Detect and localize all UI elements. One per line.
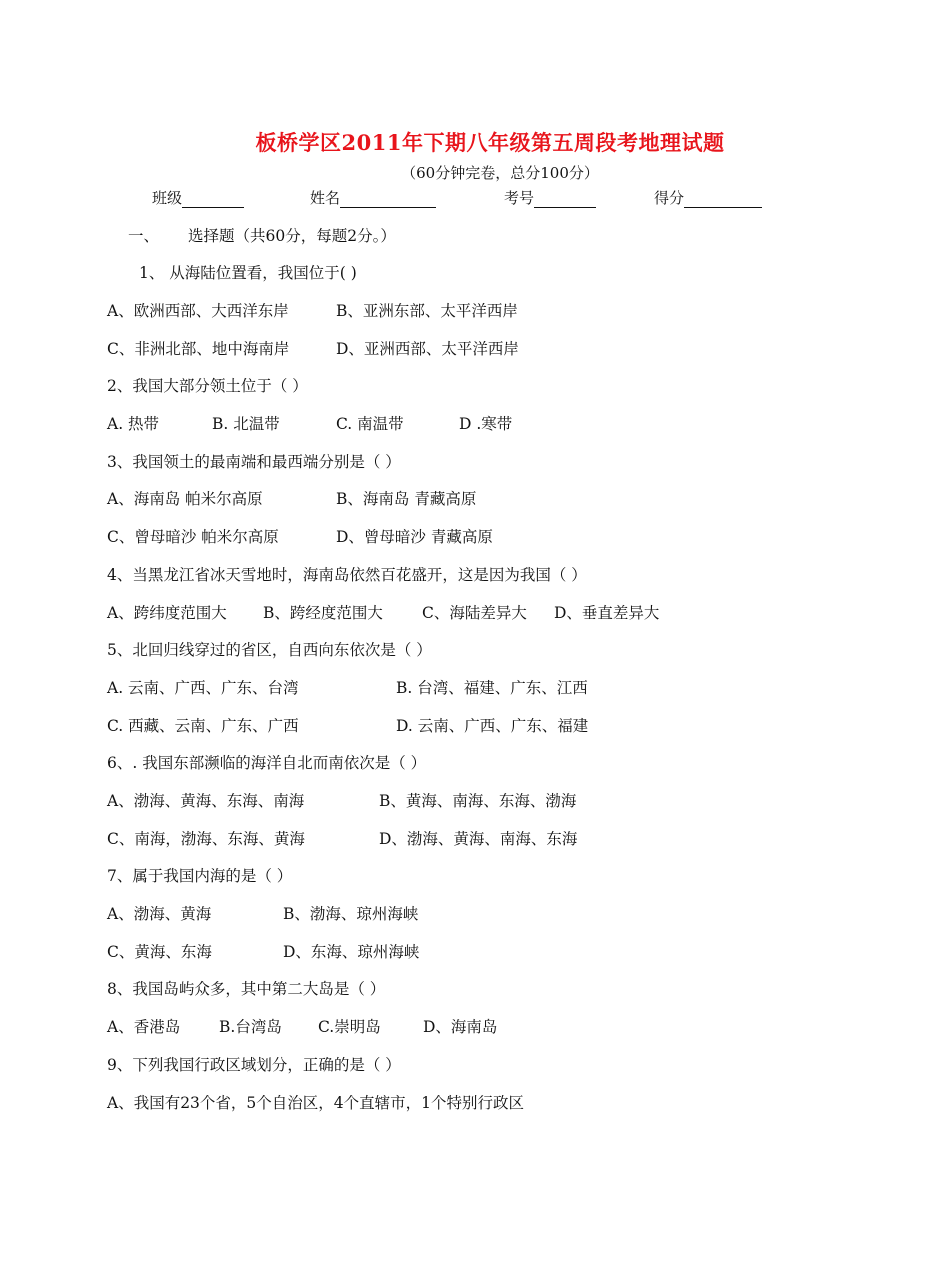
question-text: 8、我国岛屿众多，其中第二大岛是（ ） [107,980,386,998]
name-label: 姓名 [310,189,341,207]
option: D、曾母暗沙 青藏高原 [336,528,493,546]
option: A、海南岛 帕米尔高原 [107,490,263,508]
option: A、我国有23个省，5个自治区，4个直辖市，1个特别行政区 [107,1094,525,1112]
option: A、渤海、黄海 [107,905,212,923]
option: C.崇明岛 [318,1018,381,1036]
score-label: 得分 [654,189,685,207]
exam-title: 板桥学区2011年下期八年级第五周段考地理试题 [255,130,725,155]
score-blank[interactable] [684,190,762,208]
option: B、渤海、琼州海峡 [283,905,419,923]
option: C、曾母暗沙 帕米尔高原 [107,528,279,546]
option: C、黄海、东海 [107,943,212,961]
question-text: 7、属于我国内海的是（ ） [107,867,293,885]
question-text: 6、. 我国东部濒临的海洋自北而南依次是（ ） [107,754,427,772]
option: A. 热带 [107,415,160,433]
option: A、渤海、黄海、东海、南海 [107,792,305,810]
exam-number-label: 考号 [504,189,535,207]
student-info-row [152,187,792,209]
option: D、海南岛 [423,1018,498,1036]
option: B、海南岛 青藏高原 [336,490,477,508]
option: B、黄海、南海、东海、渤海 [379,792,577,810]
option: D、渤海、黄海、南海、东海 [379,830,578,848]
option: B. 台湾、福建、广东、江西 [396,679,588,697]
question-text: 3、我国领土的最南端和最西端分别是（ ） [107,453,401,471]
exam-number-field [504,187,596,208]
option: B. 北温带 [212,415,280,433]
option: D. 云南、广西、广东、福建 [396,717,589,735]
section-number: 一、 [128,227,160,245]
class-blank[interactable] [182,190,244,208]
option: C、南海，渤海、东海、黄海 [107,830,305,848]
option: B.台湾岛 [219,1018,282,1036]
score-field [654,187,762,208]
question-text: 9、下列我国行政区域划分，正确的是（ ） [107,1056,401,1074]
option: C. 西藏、云南、广东、广西 [107,717,299,735]
option: B、跨经度范围大 [263,604,383,622]
exam-subtitle: （60分钟完卷，总分100分） [401,164,599,182]
option: A、跨纬度范围大 [107,604,227,622]
option: C、非洲北部、地中海南岸 [107,340,290,358]
option: C、海陆差异大 [422,604,527,622]
name-blank[interactable] [340,190,436,208]
name-field [310,187,436,208]
option: A、香港岛 [107,1018,181,1036]
exam-number-blank[interactable] [534,190,596,208]
option: B、亚洲东部、太平洋西岸 [336,302,518,320]
option: A. 云南、广西、广东、台湾 [107,679,299,697]
option: D、垂直差异大 [554,604,660,622]
option: A、欧洲西部、大西洋东岸 [107,302,289,320]
question-text: 2、我国大部分领土位于（ ） [107,377,308,395]
question-text: 4、当黑龙江省冰天雪地时，海南岛依然百花盛开，这是因为我国（ ） [107,566,587,584]
question-text: 1、 从海陆位置看，我国位于( ) [139,264,357,282]
option: D、东海、琼州海峡 [283,943,420,961]
class-field [152,187,244,208]
option: D、亚洲西部、太平洋西岸 [336,340,519,358]
option: C. 南温带 [336,415,404,433]
section-title: 选择题（共60分，每题2分。） [188,227,396,245]
class-label: 班级 [152,189,183,207]
question-text: 5、北回归线穿过的省区，自西向东依次是（ ） [107,641,432,659]
option: D .寒带 [459,415,513,433]
